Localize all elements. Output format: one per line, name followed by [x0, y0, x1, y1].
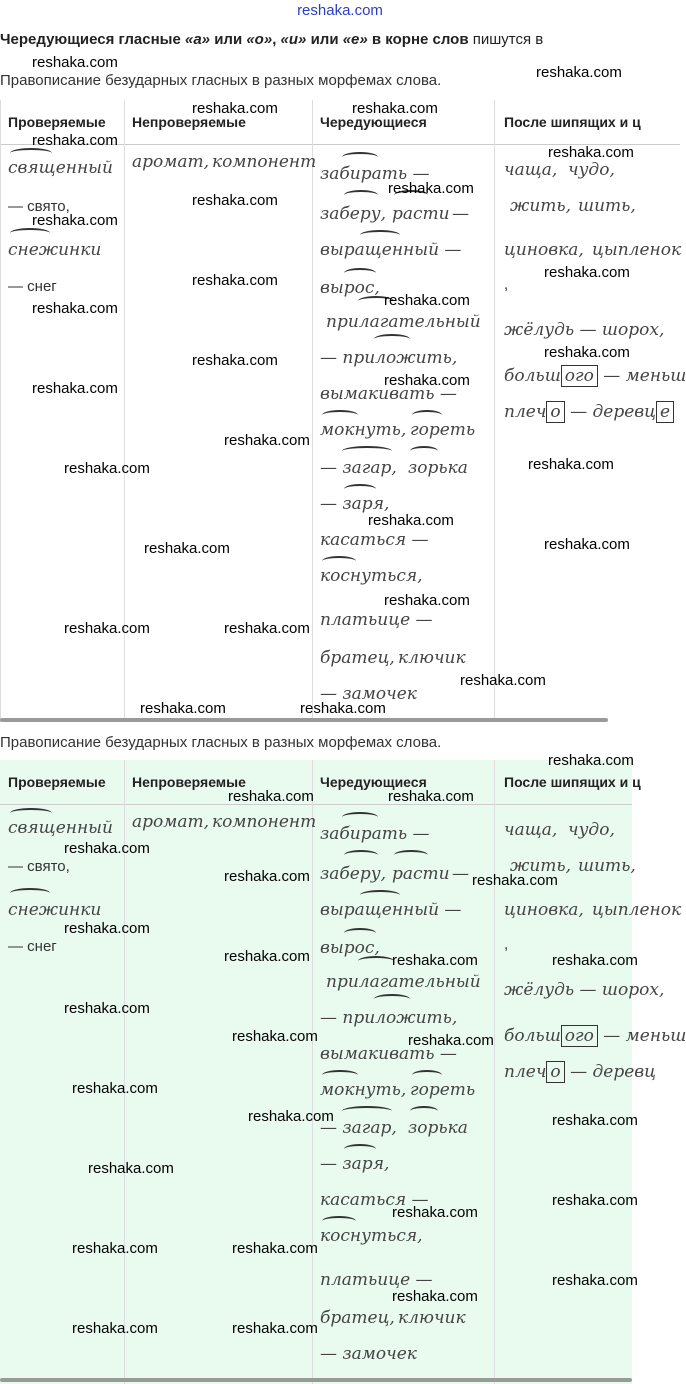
- watermark: reshaka.com: [392, 1204, 478, 1221]
- root-arc-icon: [344, 484, 376, 494]
- column-header-checked: Проверяемые: [8, 114, 106, 130]
- word-example: выращенный —: [320, 900, 462, 920]
- column-header-alternating: Чередующиеся: [320, 114, 427, 130]
- word-example: — свято,: [8, 198, 70, 215]
- section-heading: [0, 30, 680, 50]
- word-example: вымакивать —: [320, 384, 457, 404]
- word-example: компонент: [212, 812, 317, 832]
- root-arc-icon: [342, 1106, 392, 1116]
- root-arc-icon: [374, 334, 410, 344]
- watermark: reshaka.com: [64, 840, 150, 857]
- word-example: жить,: [510, 856, 572, 876]
- word-example: — приложить,: [320, 1008, 458, 1028]
- watermark: reshaka.com: [64, 460, 150, 477]
- ending-box: е: [656, 401, 674, 423]
- watermark: reshaka.com: [32, 212, 118, 229]
- watermark: reshaka.com: [32, 300, 118, 317]
- word-example: зорька: [408, 458, 468, 478]
- word-example: аромат,: [132, 812, 210, 832]
- watermark: reshaka.com: [72, 1320, 158, 1337]
- watermark: reshaka.com: [192, 192, 278, 209]
- root-arc-icon: [412, 1070, 442, 1080]
- table-caption: Правописание безударных гласных в разных морфемах слова.: [0, 72, 442, 89]
- watermark: reshaka.com: [460, 672, 546, 689]
- horizontal-scrollbar[interactable]: [0, 1378, 632, 1382]
- root-arc-icon: [344, 190, 378, 200]
- watermark: reshaka.com: [368, 512, 454, 529]
- word-example: братец,: [320, 1308, 395, 1328]
- watermark: reshaka.com: [192, 352, 278, 369]
- word-part: больш: [504, 366, 561, 386]
- column-header-sibilants: После шипящих и ц: [504, 774, 641, 790]
- watermark: reshaka.com: [552, 1112, 638, 1129]
- column-divider: [494, 760, 495, 1384]
- watermark: reshaka.com: [32, 132, 118, 149]
- word-example: цыпленок: [592, 240, 682, 260]
- watermark: reshaka.com: [232, 1028, 318, 1045]
- watermark: reshaka.com: [300, 700, 386, 717]
- ending-box: ого: [561, 1025, 598, 1047]
- word-part: — меньш: [603, 366, 686, 386]
- word-example: — загар,: [320, 1118, 397, 1138]
- root-arc-icon: [410, 1106, 438, 1116]
- watermark: reshaka.com: [536, 64, 622, 81]
- column-header-checked: Проверяемые: [8, 774, 106, 790]
- watermark: reshaka.com: [192, 100, 278, 117]
- watermark: reshaka.com: [528, 456, 614, 473]
- word-example: — приложить,: [320, 348, 458, 368]
- word-example: священный: [8, 818, 113, 838]
- word-example: вырос,: [320, 278, 380, 298]
- word-example: забирать —: [320, 164, 430, 184]
- column-divider: [494, 100, 495, 722]
- root-arc-icon: [344, 1144, 376, 1154]
- watermark: reshaka.com: [392, 1288, 478, 1305]
- word-example: [504, 1026, 686, 1046]
- column-divider: [312, 760, 313, 1384]
- watermark: reshaka.com: [472, 872, 558, 889]
- root-arc-icon: [322, 1070, 358, 1080]
- word-example: снежинки: [8, 240, 102, 260]
- word-example: аромат,: [132, 152, 210, 172]
- root-arc-icon: [358, 956, 394, 966]
- column-divider: [0, 100, 1, 722]
- watermark: reshaka.com: [228, 788, 314, 805]
- watermark: reshaka.com: [72, 1240, 158, 1257]
- ending-box: о: [546, 401, 564, 423]
- word-example: платьице —: [320, 610, 433, 630]
- watermark: reshaka.com: [232, 1320, 318, 1337]
- word-example: — свято,: [8, 858, 70, 875]
- word-part: — деревц: [570, 402, 657, 422]
- watermark: reshaka.com: [392, 952, 478, 969]
- word-example: цыпленок: [592, 900, 682, 920]
- word-part: больш: [504, 1026, 561, 1046]
- watermark: reshaka.com: [72, 1080, 158, 1097]
- ending-box: о: [546, 1061, 564, 1083]
- word-example: жёлудь — шорох,: [504, 980, 665, 1000]
- heading-or: или: [210, 31, 247, 48]
- word-example: компонент: [212, 152, 317, 172]
- watermark: reshaka.com: [224, 948, 310, 965]
- root-arc-icon: [344, 850, 378, 860]
- word-example: ,: [504, 936, 509, 953]
- word-example: прилагательный: [326, 972, 481, 992]
- watermark: reshaka.com: [408, 1032, 494, 1049]
- column-header-unchecked: Непроверяемые: [132, 114, 246, 130]
- horizontal-scrollbar[interactable]: [0, 718, 608, 722]
- word-example: —: [452, 204, 469, 224]
- watermark: reshaka.com: [388, 788, 474, 805]
- watermark: reshaka.com: [64, 920, 150, 937]
- root-arc-icon: [374, 994, 410, 1004]
- watermark: reshaka.com: [144, 540, 230, 557]
- word-part: плеч: [504, 1062, 547, 1082]
- root-arc-icon: [394, 850, 428, 860]
- word-example: коснуться,: [320, 566, 423, 586]
- root-arc-icon: [344, 268, 376, 278]
- word-example: ключик: [398, 1308, 466, 1328]
- watermark: reshaka.com: [140, 700, 226, 717]
- heading-opt-a: «а»: [185, 31, 211, 48]
- word-part: — деревц: [570, 1062, 657, 1082]
- word-example: — замочек: [320, 684, 417, 704]
- watermark: reshaka.com: [384, 592, 470, 609]
- watermark: reshaka.com: [232, 1240, 318, 1257]
- watermark: reshaka.com: [548, 144, 634, 161]
- word-example: мокнуть,: [320, 1080, 407, 1100]
- word-example: братец,: [320, 648, 395, 668]
- word-example: коснуться,: [320, 1226, 423, 1246]
- root-arc-icon: [322, 556, 356, 566]
- word-example: [504, 1062, 656, 1082]
- watermark: reshaka.com: [64, 1000, 150, 1017]
- word-example: — заря,: [320, 1154, 390, 1174]
- word-example: жить,: [510, 196, 572, 216]
- heading-tail: пишутся в: [468, 31, 544, 48]
- site-header[interactable]: reshaka.com: [297, 2, 383, 19]
- word-example: заберу,: [320, 204, 386, 224]
- word-example: [504, 366, 686, 386]
- watermark: reshaka.com: [224, 868, 310, 885]
- root-arc-icon: [360, 890, 400, 900]
- word-part: — меньш: [603, 1026, 686, 1046]
- column-header-sibilants: После шипящих и ц: [504, 114, 641, 130]
- heading-opt-o: «о»: [246, 31, 273, 48]
- root-arc-icon: [322, 1216, 356, 1226]
- word-example: заберу,: [320, 864, 386, 884]
- watermark: reshaka.com: [544, 536, 630, 553]
- word-example: гореть: [410, 1080, 476, 1100]
- column-divider: [312, 100, 313, 722]
- word-example: касаться —: [320, 1190, 429, 1210]
- word-example: чудо,: [568, 820, 615, 840]
- watermark: reshaka.com: [544, 264, 630, 281]
- word-example: — снег: [8, 938, 57, 955]
- watermark: reshaka.com: [552, 1272, 638, 1289]
- word-example: —: [452, 864, 469, 884]
- word-example: шить,: [578, 856, 636, 876]
- word-example: циновка,: [504, 900, 584, 920]
- word-example: священный: [8, 158, 113, 178]
- table-caption: Правописание безударных гласных в разных морфемах слова.: [0, 734, 442, 751]
- watermark: reshaka.com: [32, 380, 118, 397]
- word-example: чаща,: [504, 820, 558, 840]
- ending-box: ого: [561, 365, 598, 387]
- heading-text: Чередующиеся гласные: [0, 31, 185, 48]
- watermark: reshaka.com: [552, 952, 638, 969]
- watermark: reshaka.com: [32, 54, 118, 71]
- root-arc-icon: [10, 228, 50, 238]
- watermark: reshaka.com: [352, 100, 438, 117]
- word-example: мокнуть,: [320, 420, 407, 440]
- root-arc-icon: [344, 928, 376, 938]
- word-example: ключик: [398, 648, 466, 668]
- watermark: reshaka.com: [544, 344, 630, 361]
- watermark: reshaka.com: [224, 432, 310, 449]
- heading-text: в корне слов: [367, 31, 469, 48]
- word-example: расти: [392, 864, 450, 884]
- word-example: гореть: [410, 420, 476, 440]
- word-example: снежинки: [8, 900, 102, 920]
- word-example: — заря,: [320, 494, 390, 514]
- word-example: забирать —: [320, 824, 430, 844]
- column-header-unchecked: Непроверяемые: [132, 774, 246, 790]
- heading-opt-i: «и»: [280, 31, 307, 48]
- root-arc-icon: [342, 446, 392, 456]
- watermark: reshaka.com: [192, 272, 278, 289]
- heading-opt-e: «е»: [342, 31, 368, 48]
- word-example: — загар,: [320, 458, 397, 478]
- word-example: прилагательный: [326, 312, 481, 332]
- watermark: reshaka.com: [548, 752, 634, 769]
- column-header-alternating: Чередующиеся: [320, 774, 427, 790]
- word-example: чаща,: [504, 160, 558, 180]
- word-example: жёлудь — шорох,: [504, 320, 665, 340]
- word-example: циновка,: [504, 240, 584, 260]
- watermark: reshaka.com: [248, 1108, 334, 1125]
- word-example: ,: [504, 276, 509, 293]
- word-example: выращенный —: [320, 240, 462, 260]
- root-arc-icon: [410, 446, 438, 456]
- watermark: reshaka.com: [64, 620, 150, 637]
- word-example: зорька: [408, 1118, 468, 1138]
- watermark: reshaka.com: [384, 292, 470, 309]
- word-example: вырос,: [320, 938, 380, 958]
- word-example: — замочек: [320, 1344, 417, 1364]
- word-example: касаться —: [320, 530, 429, 550]
- word-example: — снег: [8, 278, 57, 295]
- word-part: плеч: [504, 402, 547, 422]
- root-arc-icon: [342, 152, 378, 162]
- watermark: reshaka.com: [224, 620, 310, 637]
- root-arc-icon: [342, 812, 378, 822]
- watermark: reshaka.com: [552, 1192, 638, 1209]
- root-arc-icon: [10, 888, 50, 898]
- watermark: reshaka.com: [88, 1160, 174, 1177]
- word-example: шить,: [578, 196, 636, 216]
- heading-comma: ,: [272, 31, 281, 48]
- root-arc-icon: [412, 410, 442, 420]
- heading-or: или: [306, 31, 343, 48]
- word-example: вымакивать —: [320, 1044, 457, 1064]
- watermark: reshaka.com: [384, 372, 470, 389]
- root-arc-icon: [322, 410, 358, 420]
- word-example: расти: [392, 204, 450, 224]
- word-example: чудо,: [568, 160, 615, 180]
- root-arc-icon: [10, 148, 52, 158]
- watermark: reshaka.com: [388, 180, 474, 197]
- root-arc-icon: [360, 230, 400, 240]
- word-example: платьице —: [320, 1270, 433, 1290]
- root-arc-icon: [10, 808, 52, 818]
- word-example: [504, 402, 674, 422]
